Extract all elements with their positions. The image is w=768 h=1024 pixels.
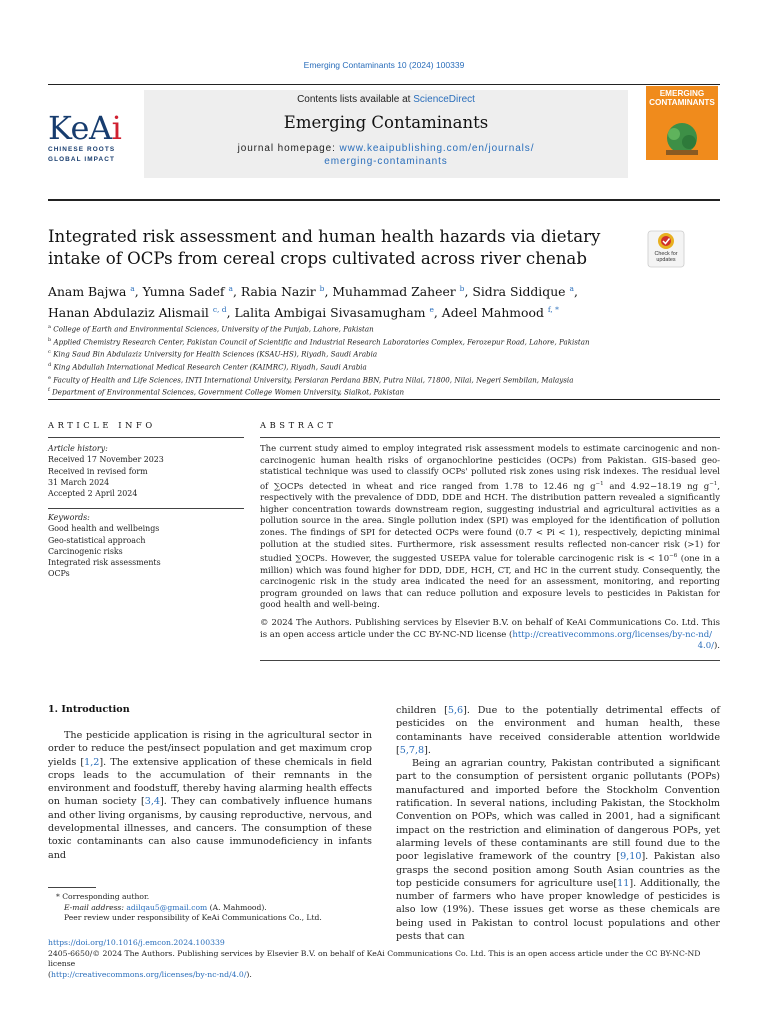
homepage-link-cont[interactable]: emerging-contaminants xyxy=(324,156,448,167)
logo-wordmark: KeAi xyxy=(48,109,122,147)
article-title: Integrated risk assessment and human health hazards via dietary intake of OCPs from cereal crops cultivated across river chenab xyxy=(48,227,601,268)
abstract-rule xyxy=(260,437,720,438)
author[interactable]: Rabia Nazir $^b$ xyxy=(240,284,325,300)
logo-tagline-1: CHINESE ROOTS xyxy=(48,146,116,153)
introduction-heading: 1. Introduction xyxy=(48,704,130,715)
issn-copyright: 2405-6650/© 2024 The Authors. Publishing services by Elsevier B.V. on behalf of KeAi Communications Co. Ltd. This is an open access article under the CC BY-NC-ND license xyxy=(48,948,701,968)
cover-title: EMERGING CONTAMINANTS xyxy=(649,89,715,107)
history-item: 31 March 2024 xyxy=(48,477,110,487)
reference-link[interactable]: 1,2 xyxy=(84,756,100,768)
journal-name: Emerging Contaminants xyxy=(283,113,489,132)
homepage-link[interactable]: www.keaipublishing.com/en/journals/ xyxy=(339,143,535,154)
cover-art-icon xyxy=(656,120,708,158)
license-link-cont[interactable]: 4.0/ xyxy=(697,641,714,652)
header-top-rule xyxy=(48,84,720,85)
author[interactable]: Anam Bajwa $^a$ xyxy=(48,284,135,300)
history-label: Article history: xyxy=(48,444,108,453)
footnote-rule xyxy=(48,887,96,888)
author[interactable]: Muhammad Zaheer $^b$ xyxy=(332,284,465,300)
keywords-label: Keywords: xyxy=(48,513,90,522)
email-link[interactable]: adilqau5@gmail.com xyxy=(126,902,208,912)
footnotes xyxy=(48,892,372,924)
corresponding-author-note: * Corresponding author. xyxy=(56,892,150,901)
keyword: Carcinogenic risks xyxy=(48,546,123,556)
keywords-rule xyxy=(48,508,244,509)
abstract-bottom-rule xyxy=(260,660,720,661)
keywords xyxy=(48,512,244,580)
reference-link[interactable]: 11 xyxy=(617,877,630,889)
affiliation: $^f$ Department of Environmental Sciences, Government College Women University, Sialkot, Pakistan xyxy=(48,387,405,397)
article-info-heading: ARTICLE INFO xyxy=(48,420,156,430)
author-list: Anam Bajwa $^a$, Yumna Sadef $^a$, Rabia Nazir $^b$, Muhammad Zaheer $^b$, Sidra Siddique $^a$, Hanan Abdulaziz Alismail $^{c, d}$, Lalita Ambigai Sivasamugham $^e$, Adeel Mahmood $^{f, *}$ xyxy=(48,284,578,321)
article-info-rule xyxy=(48,437,244,438)
body-column-right: children [5,6]. Due to the potentially detrimental effects of pesticides on the environment and human health, these contaminants have received considerable attention worldwide [5,7,8]. Being an agrarian country, Pakistan contributed a significant part to the consumption of persistent organic pollutants (POPs) manufactured and imported before the Stockholm Convention ratification. In several nations, including Pakistan, the Stockholm Convention on POPs, which was called in 2001, had a significant impact on the restriction and elimination of dangerous POPs, yet alarming levels of these contaminants are still found due to the poor legislative framework of the country [9,10]. Pakistan also grasps the second position among South Asian countries as the top pesticide consumers for agriculture use[11]. Additionally, the number of farmers who have proper knowledge of pesticides is also low (19%). These issues get worse as these chemicals are being used in Pakistan to control locust populations and other pests that can xyxy=(396,705,721,943)
affiliations xyxy=(48,322,728,398)
history-item: Accepted 2 April 2024 xyxy=(48,489,138,499)
author[interactable]: Yumna Sadef $^a$ xyxy=(142,284,233,300)
abstract-text: The current study aimed to employ integrated risk assessment models to estimate carcinogenic and non-carcinogenic human health risks of organochlorine pesticides (OCPs) from Pakistan. GIS-based geo-statistical technique was used to classify OCPs' polluted risk zones using risk indexes. The residual level of ∑OCPs detected in wheat and rice ranged from 1.78 to 12.46 ng $g^{-1}$ and 4.92−18.19 ng $g^{-1}$, respectively with the prevalence of DDD, DDE and HCH. The distribution pattern revealed a significantly higher concentration towards downstream region, suggesting industrial and agricultural activities as a pollution source in the area. Single pollution index (SPI) was employed for the identification of pollution zones. The findings of SPI for detected OCPs were found (0.7 < Pi < 1), respectively, depicting minimal pollution at the studied sites. Furthermore, risk assessment results reflected non-cancer risk (>1) for studied ∑OCPs. However, the suggested USEPA value for tolerable carcinogenic risk is < $10^{-6}$ (one in a million) which was found higher for DDD, DDE, HCH, CT, and HC in the current study. Consequently, the carcinogenic risk in the study area indicated the need for an assessment, monitoring, and reporting program grounded on laws that can reduce pollution and exposure levels to pesticides in Pakistan for good health and well-being. xyxy=(260,444,721,611)
affiliation: $^a$ College of Earth and Environmental Sciences, University of the Punjab, Lahore, Pakistan xyxy=(48,324,374,334)
keyword: Geo-statistical approach xyxy=(48,535,146,545)
journal-homepage: journal homepage: www.keaipublishing.com/en/journals/ emerging-contaminants xyxy=(237,143,535,167)
cover-footer xyxy=(646,160,718,180)
author[interactable]: Sidra Siddique $^a$ xyxy=(472,284,574,300)
sciencedirect-link[interactable]: ScienceDirect xyxy=(413,94,475,105)
body-column-left: The pesticide application is rising in the agricultural sector in order to reduce the pest/insect population and get maximum crop yields [1,2]. The extensive application of these chemicals in field crops leads to the accumulation of their remnants in the environment and foodstuff, thereby having alarming health effects on human society [3,4]. They can combatively influence humans and other living organisms, by causing reproductive, nervous, and developmental illnesses, and cancers. The consumption of these toxic contaminants can also cause immunodeficiency in infants and xyxy=(48,730,372,861)
masthead xyxy=(144,90,628,178)
header-bottom-rule xyxy=(48,199,720,201)
abstract-heading: ABSTRACT xyxy=(260,420,337,430)
email-note: E-mail address: adilqau5@gmail.com (A. Mahmood). xyxy=(64,902,267,912)
contents-line: Contents lists available at ScienceDirect xyxy=(297,94,475,105)
affiliation: $^d$ King Abdullah International Medical Research Center (KAIMRC), Riyadh, Saudi Arabia xyxy=(48,361,367,372)
license-link[interactable]: http://creativecommons.org/licenses/by-nc-nd/ xyxy=(512,629,713,640)
logo-tagline-2: GLOBAL IMPACT xyxy=(48,156,115,163)
article-history xyxy=(48,443,244,499)
reference-link[interactable]: 3,4 xyxy=(144,796,160,808)
affiliation: $^b$ Applied Chemistry Research Center, Pakistan Council of Scientific and Industrial Research Laboratories Complex, Ferozepur Road, Lahore, Pakistan xyxy=(48,336,590,347)
keyword: OCPs xyxy=(48,569,70,579)
peer-review-note: Peer review under responsibility of KeAi Communications Co., Ltd. xyxy=(64,913,322,922)
check-for-updates-label: Check for updates xyxy=(654,251,678,263)
article-info-top-rule xyxy=(48,399,720,400)
page-footer: https://doi.org/10.1016/j.emcon.2024.100339 2405-6650/© 2024 The Authors. Publishing services by Elsevier B.V. on behalf of KeAi Communications Co. Ltd. This is an open access article under the CC BY-NC-ND license (http://creativecommons.org/licenses/by-nc-nd/4.0/). xyxy=(48,938,720,980)
journal-header xyxy=(48,84,720,182)
doi-link[interactable]: https://doi.org/10.1016/j.emcon.2024.100339 xyxy=(48,938,225,947)
reference-link[interactable]: 9,10 xyxy=(620,851,642,863)
journal-citation[interactable]: Emerging Contaminants 10 (2024) 100339 xyxy=(303,60,465,70)
author[interactable]: Adeel Mahmood $^{f, *}$ xyxy=(441,305,559,321)
keyword: Good health and wellbeings xyxy=(48,524,160,534)
author[interactable]: Hanan Abdulaziz Alismail $^{c, d}$ xyxy=(48,305,227,321)
keyword: Integrated risk assessments xyxy=(48,558,161,568)
author[interactable]: Lalita Ambigai Sivasamugham $^e$ xyxy=(234,305,434,321)
journal-cover-thumbnail[interactable] xyxy=(646,86,718,180)
affiliation: $^e$ Faculty of Health and Life Sciences, INTI International University, Persiaran Perdana BBN, Putra Nilai, 71800, Nilai, Negeri Sembilan, Malaysia xyxy=(48,374,574,384)
affiliation: $^c$ King Saud Bin Abdulaziz University for Health Sciences (KSAU-HS), Riyadh, Saudi Arabia xyxy=(48,349,378,359)
reference-link[interactable]: 5,7,8 xyxy=(399,744,425,756)
reference-link[interactable]: 5,6 xyxy=(447,705,464,716)
license-notice: © 2024 The Authors. Publishing services by Elsevier B.V. on behalf of KeAi Communications Co. Ltd. This is an open access article under the CC BY-NC-ND license (http://creativecommons.org/licenses/by-nc-nd/ 4.0/). xyxy=(260,618,720,652)
history-item: Received 17 November 2023 xyxy=(48,455,164,465)
history-item: Received in revised form xyxy=(48,466,148,476)
footer-license-link[interactable]: http://creativecommons.org/licenses/by-nc-nd/4.0/ xyxy=(51,969,247,979)
keai-logo[interactable] xyxy=(48,109,138,164)
